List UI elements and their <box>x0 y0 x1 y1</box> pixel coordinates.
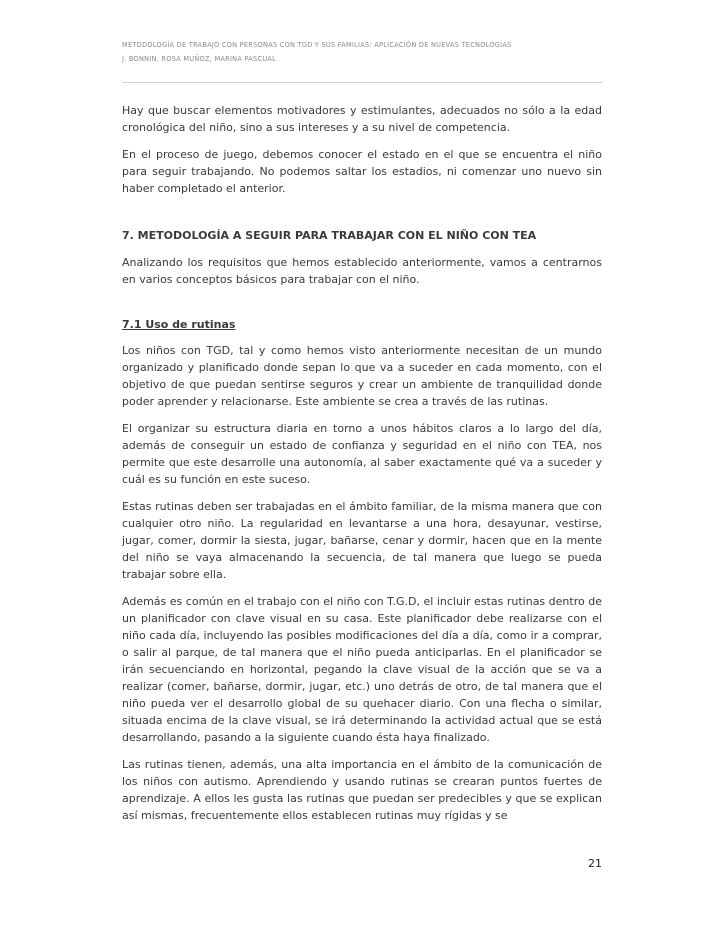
page-number: 21 <box>588 857 602 870</box>
body-paragraph: Analizando los requisitos que hemos establecido anteriormente, vamos a centrarnos en varios conceptos básicos para trabajar con el niño. <box>122 256 602 286</box>
body-paragraph: Hay que buscar elementos motivadores y estimulantes, adecuados no sólo a la edad cronológica del niño, sino a sus intereses y a su nivel de competencia. <box>122 104 602 134</box>
header-divider <box>122 82 602 83</box>
page-content <box>122 102 602 834</box>
document-page <box>122 0 602 942</box>
subsection-heading: 7.1 Uso de rutinas <box>122 318 236 331</box>
body-paragraph: En el proceso de juego, debemos conocer el estado en el que se encuentra el niño para seguir trabajando. No podemos saltar los estadios, ni comenzar uno nuevo sin haber completado el anterior. <box>122 148 602 195</box>
body-paragraph: Estas rutinas deben ser trabajadas en el ámbito familiar, de la misma manera que con cualquier otro niño. La regularidad en levantarse a una hora, desayunar, vestirse, jugar, comer, dormir la siesta, jugar, bañarse, cenar y dormir, hacen que en la mente del niño se vaya almacenando la secuencia, de tal manera que luego se pueda trabajar sobre ella. <box>122 500 602 581</box>
body-paragraph: Las rutinas tienen, además, una alta importancia en el ámbito de la comunicación de los niños con autismo. Aprendiendo y usando rutinas se crearan puntos fuertes de aprendizaje. A ellos les gusta las rutinas que puedan ser predecibles y que se explican así mismas, frecuentemente ellos establecen rutinas muy rígidas y se <box>122 758 602 822</box>
header-title: METODOLOGÍA DE TRABAJO CON PERSONAS CON TGD Y SUS FAMILIAS: APLICACIÓN DE NUEVAS TECNOLOGÍAS <box>122 41 512 49</box>
section-heading: 7. METODOLOGÍA A SEGUIR PARA TRABAJAR CON EL NIÑO CON TEA <box>122 229 537 242</box>
body-paragraph: Los niños con TGD, tal y como hemos visto anteriormente necesitan de un mundo organizado y planificado donde sepan lo que va a suceder en cada momento, con el objetivo de que puedan sentirse seguros y crear un ambiente de tranquilidad donde poder aprender y relacionarse. Este ambiente se crea a través de las rutinas. <box>122 344 602 408</box>
running-header <box>122 38 602 66</box>
header-authors: J. BONNIN, ROSA MUÑOZ, MARINA PASCUAL <box>122 55 277 63</box>
body-paragraph: Además es común en el trabajo con el niño con T.G.D, el incluir estas rutinas dentro de un planificador con clave visual en su casa. Este planificador debe realizarse con el niño cada día, incluyendo las posibles modificaciones del día a día, como ir a comprar, o salir al parque, de tal manera que el niño pueda anticiparlas. En el planificador se irán secuenciando en horizontal, pegando la clave visual de la acción que se va a realizar (comer, bañarse, dormir, jugar, etc.) uno detrás de otro, de tal manera que el niño pueda ver el desarrollo global de su quehacer diario. Con una flecha o similar, situada encima de la clave visual, se irá determinando la actividad actual que se está desarrollando, pasando a la siguiente cuando ésta haya finalizado. <box>122 595 602 744</box>
body-paragraph: El organizar su estructura diaria en torno a unos hábitos claros a lo largo del día, además de conseguir un estado de confianza y seguridad en el niño con TEA, nos permite que este desarrolle una autonomía, al saber exactamente qué va a suceder y cuál es su función en este suceso. <box>122 422 602 486</box>
